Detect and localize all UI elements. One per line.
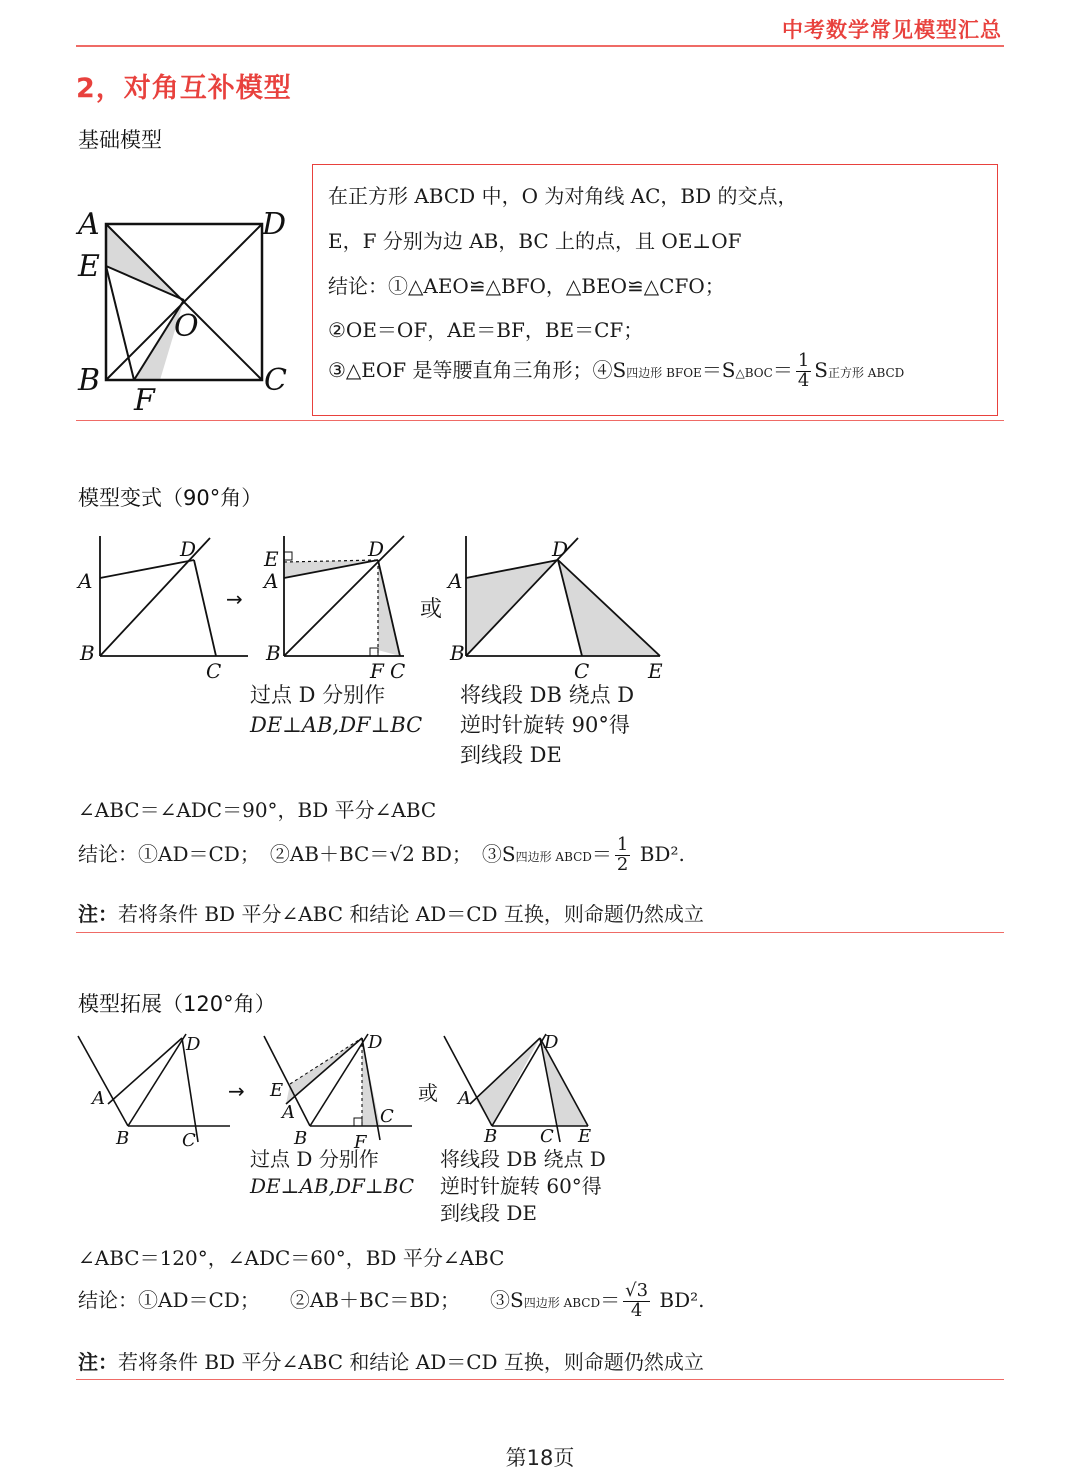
svg-text:C: C [380, 1106, 394, 1127]
variant-90-rule [76, 932, 1004, 933]
variant-90-subtitle: 模型变式（90°角） [78, 486, 263, 510]
svg-text:A: A [282, 1102, 295, 1123]
basic-model-subtitle: 基础模型 [78, 128, 162, 152]
svg-text:C: C [390, 659, 406, 683]
svg-text:B: B [116, 1128, 130, 1149]
basic-line-3: 结论：①△AEO≌△BFO，△BEO≌△CFO； [328, 274, 725, 298]
header-rule [76, 45, 1004, 47]
svg-text:D: D [186, 1034, 201, 1055]
label-b: B [78, 363, 101, 398]
svg-text:A: A [448, 569, 463, 593]
extend-120-note: 注：若将条件 BD 平分∠ABC 和结论 AD＝CD 互换，则命题仍然成立 [78, 1350, 704, 1374]
svg-text:或: 或 [418, 1081, 438, 1105]
svg-text:E: E [648, 659, 663, 683]
variant-90-caption-1: 过点 D 分别作 DE⊥AB,DF⊥BC [250, 683, 423, 737]
fraction-one-quarter: $\frac{1}{4}$ [797, 350, 810, 391]
svg-text:A: A [458, 1088, 471, 1109]
extend-120-caption-1: 过点 D 分别作 DE⊥AB,DF⊥BC [250, 1147, 415, 1198]
svg-text:A: A [78, 569, 93, 593]
svg-text:C: C [540, 1126, 554, 1147]
label-e: E [78, 249, 100, 284]
svg-text:F: F [370, 659, 384, 683]
svg-text:→: → [226, 587, 243, 611]
section-title: 2，对角互补模型 [76, 73, 292, 104]
svg-text:A: A [92, 1088, 105, 1109]
basic-line-5: ③△EOF 是等腰直角三角形；④S四边形 BFOE＝S△BOC＝ $\frac{1}{4}$ S正方形 ABCD [328, 350, 905, 391]
basic-line-4: ②OE＝OF，AE＝BF，BE＝CF； [328, 318, 644, 342]
extend-120-subtitle: 模型拓展（120°角） [78, 992, 276, 1016]
svg-text:D: D [368, 537, 385, 561]
svg-text:F: F [354, 1132, 367, 1152]
variant-90-caption-2: 将线段 DB 绕点 D 逆时针旋转 90°得 到线段 DE [460, 683, 635, 767]
svg-text:B: B [484, 1126, 498, 1147]
svg-text:D: D [180, 537, 197, 561]
basic-section-rule [76, 420, 1004, 421]
svg-text:B: B [80, 641, 95, 665]
variant-90-note: 注：若将条件 BD 平分∠ABC 和结论 AD＝CD 互换，则命题仍然成立 [78, 902, 704, 926]
svg-text:C: C [574, 659, 590, 683]
svg-text:D: D [544, 1032, 559, 1053]
variant-90-figures [74, 532, 674, 692]
svg-text:E: E [578, 1126, 592, 1147]
label-d: D [262, 207, 287, 242]
svg-text:E: E [264, 547, 279, 571]
header-title: 中考数学常见模型汇总 [782, 18, 1002, 42]
svg-text:B: B [450, 641, 465, 665]
svg-text:B: B [266, 641, 281, 665]
svg-text:B: B [294, 1128, 308, 1149]
extend-120-figures [74, 1030, 634, 1152]
svg-text:A: A [264, 569, 279, 593]
basic-line-1: 在正方形 ABCD 中，O 为对角线 AC，BD 的交点， [328, 184, 798, 208]
extend-120-rule [76, 1379, 1004, 1380]
svg-text:C: C [182, 1130, 196, 1151]
segment-ef [106, 266, 134, 380]
basic-square-figure [72, 196, 302, 418]
extend-120-caption-2: 将线段 DB 绕点 D 逆时针旋转 60°得 到线段 DE [440, 1147, 606, 1225]
svg-text:E: E [270, 1080, 284, 1101]
variant-90-condition: ∠ABC＝∠ADC＝90°，BD 平分∠ABC [78, 798, 437, 822]
svg-text:或: 或 [420, 597, 443, 622]
basic-line-2: E，F 分别为边 AB，BC 上的点，且 OE⊥OF [328, 229, 742, 253]
extend-120-conclusion: 结论：①AD＝CD； ②AB＋BC＝BD； ③S四边形 ABCD＝ $\frac{√3}{4}$ BD². [78, 1280, 705, 1321]
label-c: C [264, 363, 287, 398]
svg-text:D: D [368, 1032, 383, 1053]
svg-text:C: C [206, 659, 222, 683]
extend-120-condition: ∠ABC＝120°，∠ADC＝60°，BD 平分∠ABC [78, 1246, 505, 1270]
variant-90-conclusion: 结论：①AD＝CD； ②AB＋BC＝√2 BD； ③S四边形 ABCD＝ $\frac{1}{2}$ BD². [78, 834, 685, 875]
label-o: O [174, 309, 199, 344]
label-f: F [134, 383, 155, 418]
svg-text:D: D [552, 537, 569, 561]
label-a: A [78, 207, 100, 242]
svg-text:→: → [228, 1079, 245, 1103]
page-number: 第18页 [505, 1446, 575, 1470]
